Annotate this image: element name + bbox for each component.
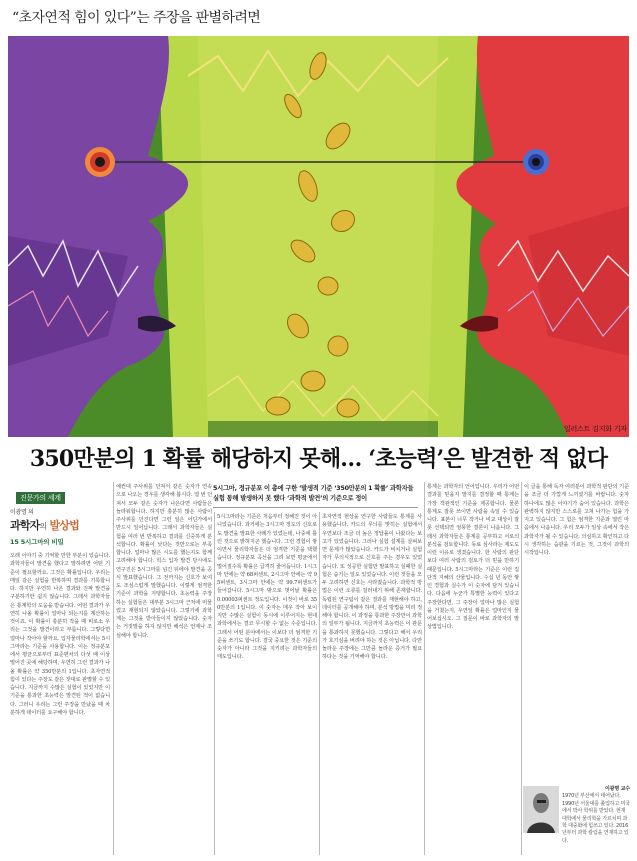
body-column-4: 초자연적 현상을 연구한 사람들도 통계를 사용했습니다. 카드의 무늬를 맞히는 실험에서 우연보다 조금 더 높은 정답률이 나왔다는 보고가 있었습니다. 그러나 실험 설계를 살펴보면 문제가 많았습니다. 카드가 비치거나 실험자가 무의식적으로 신호를 주는 경우도 있었습니다. 또 성공한 실험만 발표하고 실패한 실험은 숨기는 일도 있었습니다. 이런 것들을 모두 고려하면 신호는 사라졌습니다. 과학적 방법은 이런 오류를 걸러내기 위해 존재합니다. 독립된 연구팀이 같은 결과를 재현해야 하고, 데이터를 공개해야 하며, 분석 방법을 미리 정해야 합니다. 이 과정을 통과한 주장만이 과학의 일부가 됩니다. 지금까지 초능력은 이 관문을 통과하지 못했습니다. 그렇다고 해서 우리가 호기심을 버려야 하는 것은 아닙니다. 다만 놀라운 주장에는 그만큼 놀라운 증거가 필요하다는 것을 기억해야 합니다. bbox=[322, 514, 422, 661]
author-caption bbox=[562, 786, 630, 845]
lead-rule bbox=[213, 507, 418, 508]
column-rule bbox=[319, 512, 320, 855]
author-photo bbox=[523, 786, 559, 833]
series-tag: 진문가의 세계 bbox=[16, 492, 65, 504]
series-box bbox=[10, 485, 118, 547]
body-column-1: 오래 이야기 중 기억할 만한 부분이 있습니다. 과학자들이 발견을 했다고 말하려면 어떤 기준이 필요할까요. 그것은 확률입니다. 우리는 매일 같은 실험을 반복하며 결과를 기록합니다. 하지만 우연히 나온 결과와 진짜 발견을 구분하기란 쉽지 않습니다. 그래서 과학자들은 통계학의 도움을 받습니다. 어떤 결과가 우연히 나올 확률이 얼마나 되는지를 계산하는 것이죠. 이 확률이 충분히 작을 때 비로소 우리는 그것을 발견이라고 부릅니다. 그렇다면 얼마나 작아야 할까요. 입자물리학에서는 5시그마라는 기준을 사용합니다. 이는 정규분포에서 평균으로부터 표준편차의 다섯 배 이상 떨어진 곳에 해당하며, 우연히 그런 결과가 나올 확률은 약 350만분의 1입니다. 초자연적 힘이 있다는 주장도 같은 잣대로 판별할 수 있습니다. 지금까지 수많은 실험이 있었지만 이 기준을 통과한 초능력은 발견된 적이 없습니다. 그러니 우리는 그런 주장을 만났을 때 차분하게 데이터를 요구해야 합니다. bbox=[10, 553, 110, 716]
series-episode: 15 5시그마의 비밀 bbox=[10, 538, 64, 546]
series-title-end: 발상법 bbox=[49, 519, 79, 532]
illustration-svg bbox=[8, 36, 629, 437]
illustration-credit: 일러스트 김지화 기자 bbox=[563, 425, 627, 433]
author-name: 이광명 교수 bbox=[605, 786, 630, 792]
article-illustration bbox=[8, 36, 629, 437]
body-column-5: 통계는 과학자의 언어입니다. 우리가 어떤 결과를 믿을지 말지를 결정할 때 통계는 가장 객관적인 기준을 제공합니다. 물론 통계도 잘못 쓰이면 사람을 속일 수 있습니다. 표본이 너무 작거나 비교 대상이 잘못 선택되면 엉뚱한 결론이 나옵니다. 그래서 과학자들은 통계를 공부하고 서로의 분석을 검토합니다. 동료 심사라는 제도도 이런 이유로 생겼습니다. 한 사람의 판단보다 여러 사람의 검토가 더 믿을 만하기 때문입니다. 5시그마라는 기준은 이런 집단적 지혜의 산물입니다. 수십 년 동안 쌓인 경험과 실수가 이 숫자에 담겨 있습니다. 다음에 누군가 특별한 능력이 있다고 주장한다면, 그 주장이 얼마나 많은 실험을 거쳤는지, 우연일 확률은 얼마인지 물어보십시오. 그 질문이 바로 과학자의 발상법입니다. bbox=[427, 484, 519, 631]
column-rule bbox=[424, 482, 425, 855]
body-column-2: 예컨대 주사위를 던져서 같은 숫자가 연속으로 나오는 경우를 생각해 봅시다. 열 번 던져서 모두 같은 숫자가 나온다면 사람들은 놀라워합니다. 하지만 충분히 많은 사람이 주사위를 던진다면 그런 일은 어딘가에서 반드시 일어납니다. 그래서 과학자들은 실험을 여러 번 반복하고 결과를 신중하게 분석합니다. 확률이 낮다는 것만으로는 부족합니다. 얼마나 많은 시도를 했는지도 함께 고려해야 합니다. 힉스 입자 발견 당시에도 연구진은 5시그마를 넘긴 뒤에야 발견을 공식 발표했습니다. 그 전까지는 신호가 보여도 조심스럽게 말했습니다. 이렇게 엄격한 기준이 과학을 지탱합니다. 초능력을 주장하는 실험들은 대부분 3시그마 근처에 머물렀고 재현되지 않았습니다. 그렇기에 과학계는 그것을 받아들이지 않았습니다. 숫자는 거짓말을 하지 않지만 해석은 언제나 조심해야 합니다. bbox=[116, 484, 212, 639]
series-title-main: 과학자 bbox=[10, 519, 40, 532]
article-kicker: “초자연적 힘이 있다”는 주장을 판별하려면 bbox=[12, 10, 261, 26]
body-column-6: 이 글을 통해 독자 여러분이 과학적 판단의 기준을 조금 더 가깝게 느끼셨기를 바랍니다. 숫자 하나에도 많은 이야기가 숨어 있습니다. 과학은 완벽하지 않지만 스스로를 고쳐 나가는 힘을 가지고 있습니다. 그 힘은 엄격한 기준과 열린 마음에서 나옵니다. 우리 모두가 일상 속에서 작은 과학자가 될 수 있습니다. 의심하고 확인하고 다시 생각하는 습관을 기르는 것, 그것이 과학의 시작입니다. bbox=[524, 484, 629, 556]
column-rule bbox=[113, 482, 114, 855]
column-rule bbox=[214, 512, 215, 855]
article-lead: 5시그마, 정규분포 이 총에 구한 ‘발생적 기준 ‘350만분의 1 확률’ 과학자들 실험 통해 발생하지 못 했다 ‘과학적 발견’의 기준으로 정이 bbox=[213, 485, 414, 502]
body-column-3: 5시그마라는 기준은 처음부터 정해진 것이 아니었습니다. 과거에는 3시그마 정도의 신호로도 발견을 발표한 사례가 있었는데, 나중에 틀린 것으로 밝혀지곤 했습니다. 그런 경험이 쌓이면서 물리학자들은 더 엄격한 기준을 택했습니다. 정규분포 곡선을 그려 보면 평균에서 멀어질수록 확률은 급격히 줄어듭니다. 1시그마 안에는 약 68퍼센트, 2시그마 안에는 약 95퍼센트, 3시그마 안에는 약 99.7퍼센트가 들어갑니다. 5시그마 밖으로 벗어날 확률은 0.00003퍼센트 정도입니다. 이것이 바로 350만분의 1입니다. 이 숫자는 매우 작아 보이지만 수많은 실험이 동시에 이루어지는 현대 과학에서는 결코 무시할 수 없는 수준입니다. 그래서 어떤 분야에서는 이보다 더 엄격한 기준을 쓰기도 합니다. 결국 중요한 것은 기준의 숫자가 아니라 그것을 지키려는 과학자들의 태도입니다. bbox=[217, 514, 317, 661]
left-eye-icon bbox=[85, 147, 115, 177]
series-title bbox=[10, 517, 118, 533]
series-title-small: 의 bbox=[39, 522, 47, 531]
series-author: 이광명 의 bbox=[10, 509, 34, 516]
right-eye-icon bbox=[523, 149, 549, 175]
author-bio-text: 1970년 부산에서 태어났다. 1990년 서울대를 졸업하고 미국에서 박사 학위를 받았다. 현재 대학에서 물리학을 가르치며 과학 대중화에 힘쓰고 있다. 2016년부터 과학 칼럼을 연재하고 있다. bbox=[562, 793, 630, 844]
article-headline: 350만분의 1 확률 해당하지 못해… ‘초능력’은 발견한 적 없다 bbox=[29, 446, 608, 472]
column-rule bbox=[521, 482, 522, 855]
author-portrait-icon bbox=[523, 786, 559, 833]
